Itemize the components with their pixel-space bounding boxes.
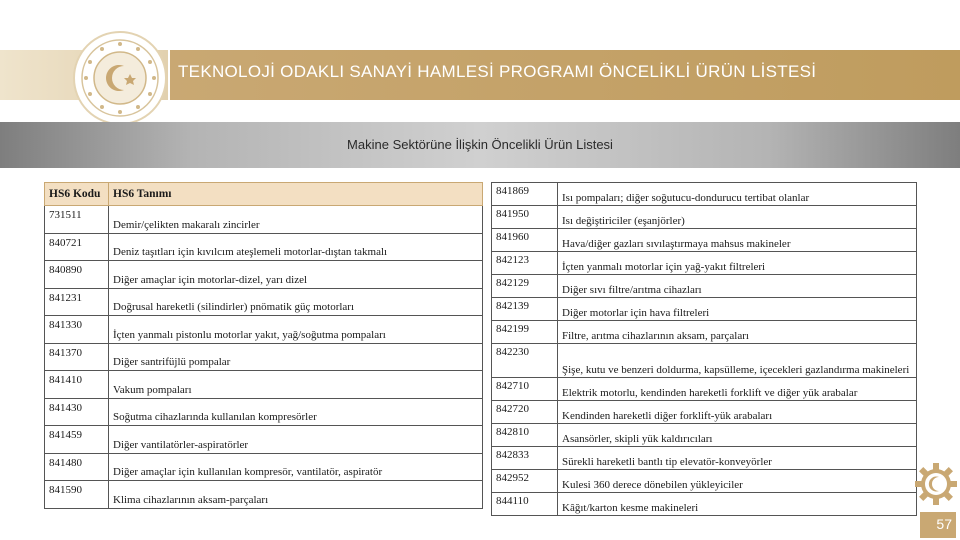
hs6-code-cell: 842710: [492, 378, 558, 401]
table-row: [45, 481, 483, 509]
hs6-code-cell: 840890: [45, 261, 109, 289]
table-row: [492, 183, 917, 206]
hs6-description-header: HS6 Tanımı: [109, 183, 483, 206]
table-row: [45, 288, 483, 316]
hs6-description-cell: Diğer motorlar için hava filtreleri: [558, 298, 917, 321]
hs6-code-cell: 841459: [45, 426, 109, 454]
hs6-code-cell: 842720: [492, 401, 558, 424]
table-row: [492, 378, 917, 401]
hs6-code-cell: 841430: [45, 398, 109, 426]
table-row: [45, 398, 483, 426]
section-subtitle: Makine Sektörüne İlişkin Öncelikli Ürün Listesi: [347, 137, 613, 152]
table-row: [45, 261, 483, 289]
hs6-description-cell: Kulesi 360 derece dönebilen yükleyiciler: [558, 470, 917, 493]
hs6-description-cell: Doğrusal hareketli (silindirler) pnömatik güç motorları: [109, 288, 483, 316]
hs6-code-cell: 841590: [45, 481, 109, 509]
hs6-description-cell: İçten yanmalı motorlar için yağ-yakıt filtreleri: [558, 252, 917, 275]
hs6-code-cell: 842139: [492, 298, 558, 321]
hs6-description-cell: Hava/diğer gazları sıvılaştırmaya mahsus makineler: [558, 229, 917, 252]
table-row: [492, 275, 917, 298]
hs6-description-cell: Diğer amaçlar için motorlar-dizel, yarı dizel: [109, 261, 483, 289]
table-row: [492, 470, 917, 493]
hs6-description-cell: Filtre, arıtma cihazlarının aksam, parçaları: [558, 321, 917, 344]
hs6-code-cell: 842199: [492, 321, 558, 344]
hs6-code-cell: 842230: [492, 344, 558, 378]
hs6-code-cell: 841231: [45, 288, 109, 316]
table-row: [492, 424, 917, 447]
table-header-row: [45, 183, 483, 206]
hs6-description-cell: Kâğıt/karton kesme makineleri: [558, 493, 917, 516]
hs6-code-cell: 841410: [45, 371, 109, 399]
hs6-code-cell: 842123: [492, 252, 558, 275]
hs6-description-cell: Diğer amaçlar için kullanılan kompresör, vantilatör, aspiratör: [109, 453, 483, 481]
table-row: [492, 252, 917, 275]
table-row: [492, 298, 917, 321]
hs6-code-cell: 842129: [492, 275, 558, 298]
hs6-code-cell: 842810: [492, 424, 558, 447]
table-row: [45, 371, 483, 399]
hs6-description-cell: Elektrik motorlu, kendinden hareketli forklift ve diğer yük arabalar: [558, 378, 917, 401]
hs6-code-header: HS6 Kodu: [45, 183, 109, 206]
hs6-code-cell: 844110: [492, 493, 558, 516]
hs6-description-cell: İçten yanmalı pistonlu motorlar yakıt, yağ/soğutma pompaları: [109, 316, 483, 344]
hs6-code-cell: 840721: [45, 233, 109, 261]
hs6-code-cell: 841960: [492, 229, 558, 252]
table-row: [45, 453, 483, 481]
table-row: [492, 206, 917, 229]
hs6-description-cell: Asansörler, skipli yük kaldırıcıları: [558, 424, 917, 447]
table-row: [45, 343, 483, 371]
table-row: [45, 233, 483, 261]
ministry-seal-logo: [72, 30, 168, 126]
table-row: [45, 426, 483, 454]
table-row: [492, 401, 917, 424]
left-product-table: [44, 182, 483, 509]
hs6-code-cell: 841330: [45, 316, 109, 344]
hs6-description-cell: Isı pompaları; diğer soğutucu-dondurucu tertibat olanlar: [558, 183, 917, 206]
hs6-description-cell: Isı değiştiriciler (eşanjörler): [558, 206, 917, 229]
hs6-description-cell: Vakum pompaları: [109, 371, 483, 399]
page-title: TEKNOLOJİ ODAKLI SANAYİ HAMLESİ PROGRAMI ÖNCELİKLİ ÜRÜN LİSTESİ: [178, 62, 817, 81]
hs6-description-cell: Kendinden hareketli diğer forklift-yük arabaları: [558, 401, 917, 424]
hs6-code-cell: 731511: [45, 206, 109, 234]
hs6-description-cell: Diğer sıvı filtre/arıtma cihazları: [558, 275, 917, 298]
table-row: [45, 206, 483, 234]
right-product-table: [491, 182, 917, 516]
hs6-description-cell: Sürekli hareketli bantlı tip elevatör-konveyörler: [558, 447, 917, 470]
hs6-code-cell: 841950: [492, 206, 558, 229]
hs6-code-cell: 842952: [492, 470, 558, 493]
table-row: [492, 229, 917, 252]
page-number: 57: [920, 512, 956, 538]
hs6-code-cell: 841869: [492, 183, 558, 206]
hs6-code-cell: 841480: [45, 453, 109, 481]
table-row: [492, 493, 917, 516]
table-row: [492, 321, 917, 344]
hs6-description-cell: Diğer santrifüjlü pompalar: [109, 343, 483, 371]
hs6-description-cell: Soğutma cihazlarında kullanılan kompresörler: [109, 398, 483, 426]
hs6-description-cell: Deniz taşıtları için kıvılcım ateşlemeli motorlar-dıştan takmalı: [109, 233, 483, 261]
table-row: [45, 316, 483, 344]
hs6-description-cell: Diğer vantilatörler-aspiratörler: [109, 426, 483, 454]
hs6-description-cell: Şişe, kutu ve benzeri doldurma, kapsülleme, içecekleri gazlandırma makineleri: [558, 344, 917, 378]
hs6-code-cell: 841370: [45, 343, 109, 371]
hs6-description-cell: Demir/çelikten makaralı zincirler: [109, 206, 483, 234]
table-row: [492, 344, 917, 378]
hs6-code-cell: 842833: [492, 447, 558, 470]
gear-logo-icon: [914, 462, 958, 506]
table-row: [492, 447, 917, 470]
hs6-description-cell: Klima cihazlarının aksam-parçaları: [109, 481, 483, 509]
